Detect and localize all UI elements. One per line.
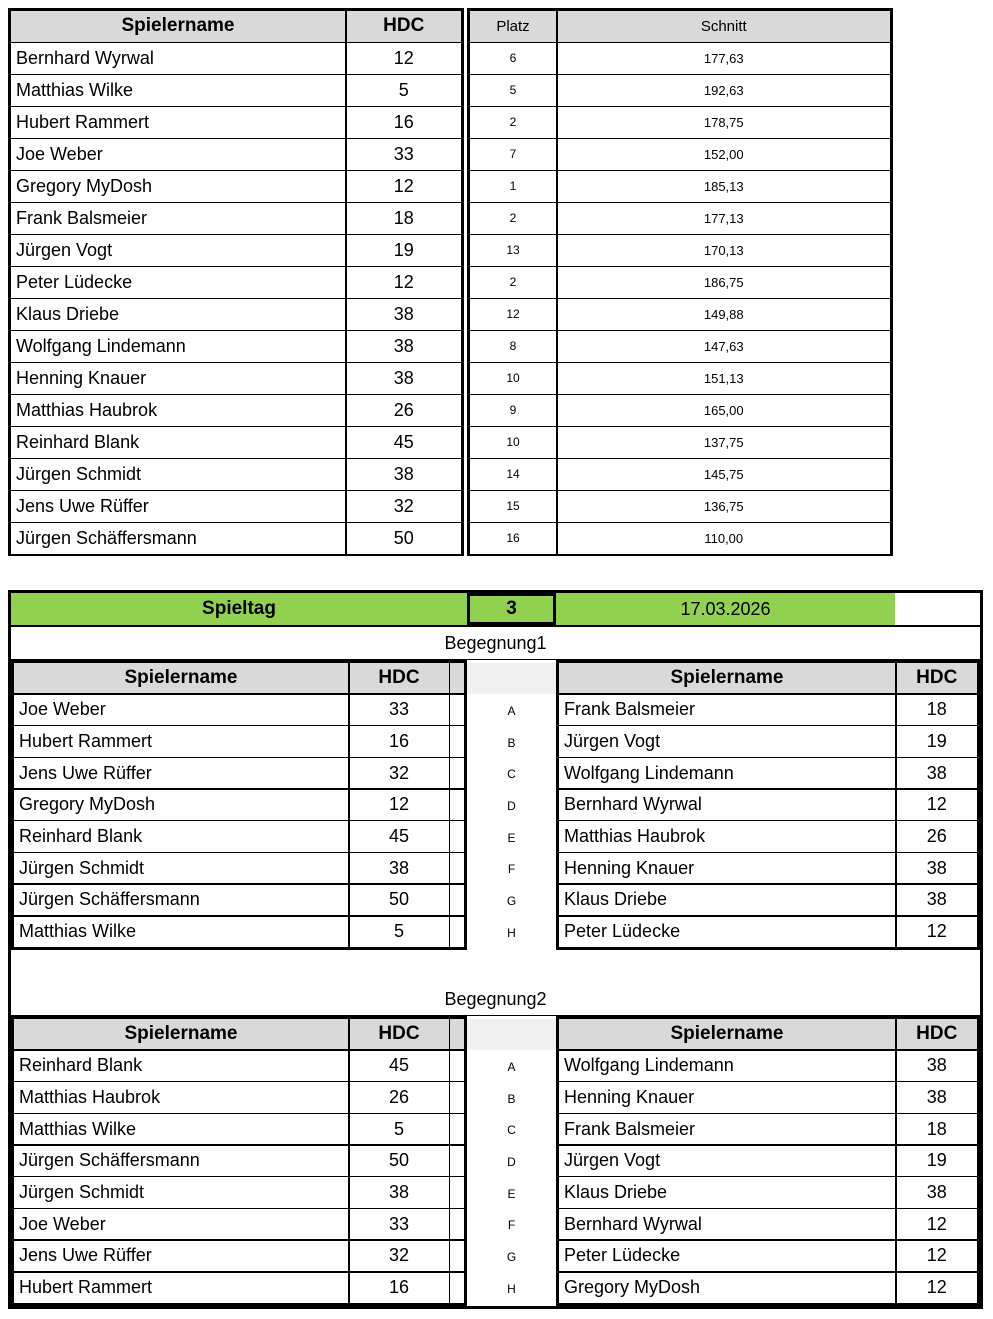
hdc-cell: 50	[347, 523, 462, 554]
player-name-cell: Bernhard Wyrwal	[559, 790, 895, 820]
position-letter: G	[506, 1249, 517, 1264]
position-letter: E	[507, 830, 516, 845]
matchday-label: Spieltag	[11, 593, 467, 625]
player-name-cell: Gregory MyDosh	[14, 790, 348, 820]
hdc-cell: 38	[897, 853, 978, 883]
player-name-cell: Jens Uwe Rüffer	[11, 491, 345, 522]
schnitt-cell: 137,75	[558, 427, 891, 458]
player-name-cell: Peter Lüdecke	[11, 267, 345, 298]
platz-cell: 2	[470, 203, 556, 234]
position-letter: F	[507, 1218, 516, 1233]
player-name-cell: Matthias Wilke	[11, 75, 345, 106]
player-name-cell: Matthias Wilke	[14, 917, 348, 947]
spacer-cell	[450, 853, 464, 883]
hdc-cell: 26	[347, 395, 462, 426]
player-name-cell: Jürgen Schmidt	[11, 459, 345, 490]
hdc-cell: 19	[897, 1146, 978, 1176]
hdc-cell: 5	[347, 75, 462, 106]
schnitt-cell: 178,75	[558, 107, 891, 138]
hdc-cell: 26	[350, 1082, 449, 1112]
spacer-cell	[450, 821, 464, 851]
player-name-cell: Henning Knauer	[559, 1082, 895, 1112]
hdc-cell: 45	[347, 427, 462, 458]
schnitt-cell: 177,63	[558, 43, 891, 74]
player-name-cell: Peter Lüdecke	[559, 1241, 895, 1271]
position-letter: B	[507, 735, 516, 750]
hdc-cell: 32	[347, 491, 462, 522]
player-name-cell: Frank Balsmeier	[559, 695, 895, 725]
hdc-cell: 16	[350, 726, 449, 756]
player-name-cell: Gregory MyDosh	[559, 1273, 895, 1303]
hdc-cell: 38	[897, 1051, 978, 1081]
encounter2-right-table	[556, 1016, 980, 1306]
column-header-spielername: Spielername	[559, 1019, 895, 1049]
hdc-cell: 38	[347, 363, 462, 394]
platz-cell: 2	[470, 107, 556, 138]
encounter1-left-table	[11, 660, 467, 950]
player-name-cell: Frank Balsmeier	[559, 1114, 895, 1144]
hdc-cell: 18	[897, 1114, 978, 1144]
platz-cell: 15	[470, 491, 556, 522]
player-name-cell: Jürgen Schmidt	[14, 1177, 348, 1207]
hdc-cell: 38	[347, 331, 462, 362]
spacer-cell	[450, 917, 464, 947]
column-header-spielername: Spielername	[14, 663, 348, 693]
hdc-cell: 26	[897, 821, 978, 851]
hdc-cell: 18	[897, 695, 978, 725]
hdc-cell: 12	[347, 171, 462, 202]
ranking-table-names	[8, 8, 464, 556]
player-name-cell: Reinhard Blank	[14, 821, 348, 851]
position-letter: H	[507, 1281, 516, 1296]
player-name-cell: Jürgen Schmidt	[14, 853, 348, 883]
spacer-cell	[450, 1241, 464, 1271]
header-spacer-cell	[450, 1019, 464, 1049]
player-name-cell: Peter Lüdecke	[559, 917, 895, 947]
hdc-cell: 33	[350, 695, 449, 725]
player-name-cell: Reinhard Blank	[11, 427, 345, 458]
hdc-cell: 12	[897, 1209, 978, 1239]
schnitt-cell: 170,13	[558, 235, 891, 266]
encounter1-letters-header-cell	[467, 663, 556, 694]
hdc-cell: 45	[350, 1051, 449, 1081]
column-header-hdc: HDC	[350, 663, 449, 693]
encounter2-left-table	[11, 1016, 467, 1306]
player-name-cell: Jürgen Vogt	[11, 235, 345, 266]
hdc-cell: 12	[347, 267, 462, 298]
position-letter: C	[507, 1123, 516, 1138]
schnitt-cell: 145,75	[558, 459, 891, 490]
schnitt-cell: 192,63	[558, 75, 891, 106]
encounter1-title: Begegnung1	[11, 627, 980, 660]
schnitt-cell: 185,13	[558, 171, 891, 202]
player-name-cell: Klaus Driebe	[559, 1177, 895, 1207]
player-name-cell: Reinhard Blank	[14, 1051, 348, 1081]
player-name-cell: Wolfgang Lindemann	[559, 758, 895, 788]
column-header-spielername: Spielername	[14, 1019, 348, 1049]
hdc-cell: 38	[350, 853, 449, 883]
header-spacer-cell	[450, 663, 464, 693]
hdc-cell: 19	[347, 235, 462, 266]
platz-cell: 2	[470, 267, 556, 298]
player-name-cell: Joe Weber	[11, 139, 345, 170]
player-name-cell: Jürgen Schäffersmann	[14, 885, 348, 915]
hdc-cell: 50	[350, 885, 449, 915]
player-name-cell: Jürgen Schäffersmann	[14, 1146, 348, 1176]
matchday-section	[8, 590, 983, 1309]
player-name-cell: Jürgen Vogt	[559, 726, 895, 756]
spacer-cell	[450, 726, 464, 756]
platz-cell: 10	[470, 427, 556, 458]
platz-cell: 7	[470, 139, 556, 170]
player-name-cell: Hubert Rammert	[14, 726, 348, 756]
player-name-cell: Henning Knauer	[559, 853, 895, 883]
platz-cell: 14	[470, 459, 556, 490]
encounter2-letters-header-cell	[467, 1019, 556, 1050]
spacer-cell	[450, 1273, 464, 1303]
hdc-cell: 33	[350, 1209, 449, 1239]
platz-cell: 13	[470, 235, 556, 266]
schnitt-cell: 165,00	[558, 395, 891, 426]
player-name-cell: Bernhard Wyrwal	[559, 1209, 895, 1239]
player-name-cell: Joe Weber	[14, 695, 348, 725]
spacer-cell	[450, 885, 464, 915]
platz-cell: 10	[470, 363, 556, 394]
platz-cell: 9	[470, 395, 556, 426]
position-letter: D	[507, 798, 516, 813]
player-name-cell: Wolfgang Lindemann	[11, 331, 345, 362]
spacer-cell	[450, 790, 464, 820]
hdc-cell: 32	[350, 758, 449, 788]
hdc-cell: 12	[350, 790, 449, 820]
player-name-cell: Klaus Driebe	[559, 885, 895, 915]
spacer-cell	[450, 1051, 464, 1081]
column-header-spielername: Spielername	[11, 11, 345, 42]
spacer-cell	[450, 1209, 464, 1239]
hdc-cell: 16	[350, 1273, 449, 1303]
hdc-cell: 38	[350, 1177, 449, 1207]
player-name-cell: Bernhard Wyrwal	[11, 43, 345, 74]
hdc-cell: 38	[897, 885, 978, 915]
position-letter: A	[507, 1059, 516, 1074]
column-header-platz: Platz	[470, 11, 556, 42]
player-name-cell: Klaus Driebe	[11, 299, 345, 330]
schnitt-cell: 147,63	[558, 331, 891, 362]
hdc-cell: 19	[897, 726, 978, 756]
column-header-hdc: HDC	[897, 663, 978, 693]
hdc-cell: 45	[350, 821, 449, 851]
encounter2-letters	[467, 1051, 556, 1305]
player-name-cell: Matthias Haubrok	[11, 395, 345, 426]
position-letter: C	[507, 767, 516, 782]
platz-cell: 1	[470, 171, 556, 202]
matchday-empty-cell	[895, 593, 980, 625]
encounter1-right-table	[556, 660, 980, 950]
column-header-hdc: HDC	[347, 11, 462, 42]
hdc-cell: 12	[347, 43, 462, 74]
hdc-cell: 12	[897, 1241, 978, 1271]
position-letter: E	[507, 1186, 516, 1201]
ranking-table-stats	[467, 8, 893, 556]
platz-cell: 5	[470, 75, 556, 106]
player-name-cell: Matthias Haubrok	[559, 821, 895, 851]
player-name-cell: Joe Weber	[14, 1209, 348, 1239]
player-name-cell: Jürgen Schäffersmann	[11, 523, 345, 554]
player-name-cell: Matthias Wilke	[14, 1114, 348, 1144]
position-letter: F	[507, 862, 516, 877]
schnitt-cell: 177,13	[558, 203, 891, 234]
position-letter: B	[507, 1091, 516, 1106]
column-header-spielername: Spielername	[559, 663, 895, 693]
player-name-cell: Jens Uwe Rüffer	[14, 758, 348, 788]
hdc-cell: 16	[347, 107, 462, 138]
player-name-cell: Jens Uwe Rüffer	[14, 1241, 348, 1271]
spacer-cell	[450, 1114, 464, 1144]
spacer-cell	[450, 1177, 464, 1207]
encounter2-title: Begegnung2	[11, 983, 980, 1016]
column-header-hdc: HDC	[897, 1019, 978, 1049]
hdc-cell: 38	[347, 299, 462, 330]
spacer-cell	[450, 1146, 464, 1176]
schnitt-cell: 110,00	[558, 523, 891, 554]
player-name-cell: Frank Balsmeier	[11, 203, 345, 234]
hdc-cell: 38	[347, 459, 462, 490]
hdc-cell: 38	[897, 758, 978, 788]
hdc-cell: 12	[897, 917, 978, 947]
hdc-cell: 5	[350, 917, 449, 947]
hdc-cell: 18	[347, 203, 462, 234]
schnitt-cell: 136,75	[558, 491, 891, 522]
hdc-cell: 12	[897, 1273, 978, 1303]
encounter1-letters	[467, 695, 556, 949]
hdc-cell: 50	[350, 1146, 449, 1176]
schnitt-cell: 149,88	[558, 299, 891, 330]
platz-cell: 6	[470, 43, 556, 74]
matchday-number: 3	[467, 593, 556, 625]
schnitt-cell: 186,75	[558, 267, 891, 298]
spacer-cell	[450, 1082, 464, 1112]
hdc-cell: 38	[897, 1177, 978, 1207]
hdc-cell: 38	[897, 1082, 978, 1112]
position-letter: D	[507, 1154, 516, 1169]
position-letter: H	[507, 925, 516, 940]
hdc-cell: 33	[347, 139, 462, 170]
column-header-hdc: HDC	[350, 1019, 449, 1049]
matchday-date: 17.03.2026	[556, 593, 895, 625]
position-letter: A	[507, 703, 516, 718]
player-name-cell: Matthias Haubrok	[14, 1082, 348, 1112]
player-name-cell: Henning Knauer	[11, 363, 345, 394]
spacer-cell	[450, 695, 464, 725]
platz-cell: 8	[470, 331, 556, 362]
platz-cell: 16	[470, 523, 556, 554]
player-name-cell: Hubert Rammert	[14, 1273, 348, 1303]
schnitt-cell: 152,00	[558, 139, 891, 170]
player-name-cell: Jürgen Vogt	[559, 1146, 895, 1176]
hdc-cell: 5	[350, 1114, 449, 1144]
hdc-cell: 12	[897, 790, 978, 820]
player-name-cell: Gregory MyDosh	[11, 171, 345, 202]
column-header-schnitt: Schnitt	[558, 11, 891, 42]
spacer-cell	[450, 758, 464, 788]
player-name-cell: Wolfgang Lindemann	[559, 1051, 895, 1081]
schnitt-cell: 151,13	[558, 363, 891, 394]
player-name-cell: Hubert Rammert	[11, 107, 345, 138]
position-letter: G	[506, 893, 517, 908]
platz-cell: 12	[470, 299, 556, 330]
matchday-row	[11, 593, 980, 627]
hdc-cell: 32	[350, 1241, 449, 1271]
